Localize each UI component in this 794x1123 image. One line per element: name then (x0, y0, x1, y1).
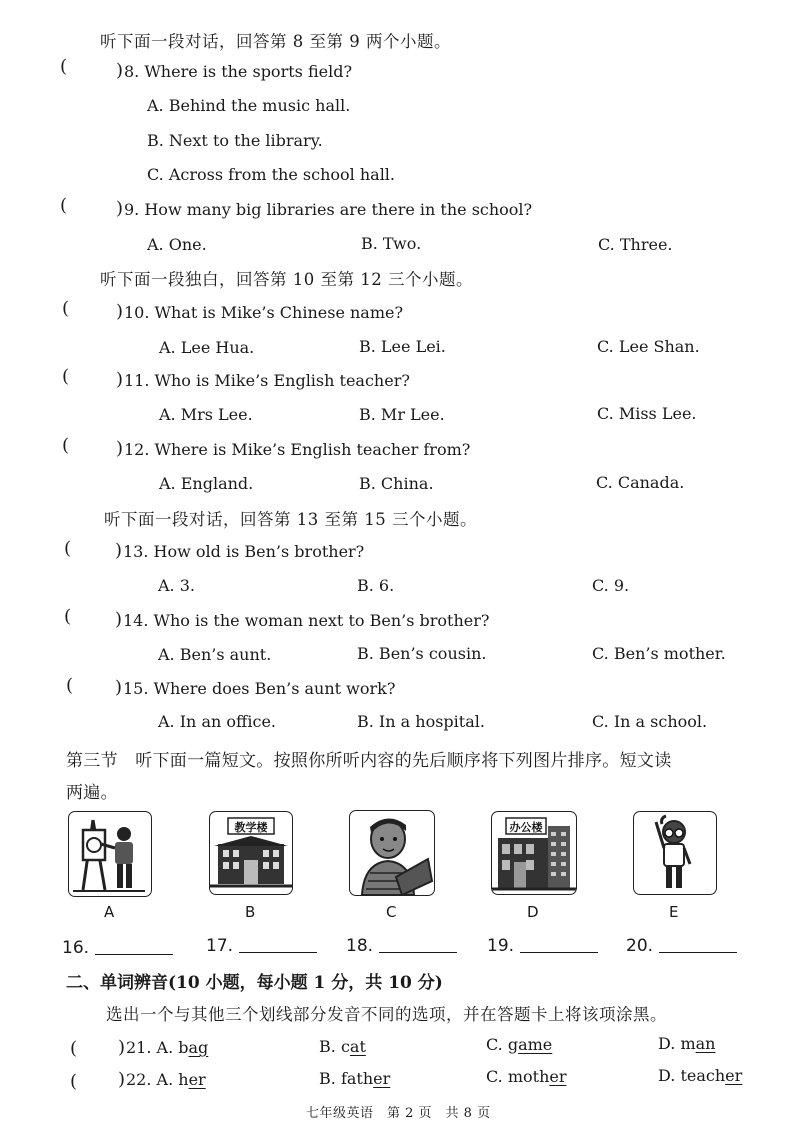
question-14-stem: 14. Who is the woman next to Ben’s brother? (123, 611, 490, 630)
question-15-option-a: A. In an office. (158, 712, 276, 731)
question-15-option-b: B. In a hospital. (357, 712, 485, 731)
question-15-stem: 15. Where does Ben’s aunt work? (123, 679, 396, 698)
answer-paren-open: ( (64, 538, 72, 559)
picture-a-painting (68, 811, 152, 897)
answer-paren-open: ( (66, 675, 74, 696)
blank-line (95, 954, 173, 955)
underlined-part: ame (518, 1035, 553, 1054)
blank-line (239, 952, 317, 953)
page-footer: 七年级英语 第 2 页 共 8 页 (306, 1106, 491, 1121)
underlined-part: er (188, 1070, 206, 1089)
question-9-stem: 9. How many big libraries are there in the school? (124, 200, 533, 219)
blank-number: 19. (487, 936, 515, 956)
section-3-instruction-line2: 两遍。 (66, 783, 118, 803)
question-10-option-c: C. Lee Shan. (597, 337, 700, 356)
answer-paren-open: ( (64, 606, 72, 627)
underlined-part: er (725, 1066, 743, 1085)
underlined-part: er (549, 1067, 567, 1086)
answer-paren-close: ) (118, 1069, 126, 1090)
underlined-part: er (373, 1069, 391, 1088)
question-12-stem: 12. Where is Mike’s English teacher from? (124, 440, 471, 459)
picture-d-label: D (527, 903, 539, 921)
answer-paren-open: ( (60, 195, 68, 216)
picture-e-label: E (669, 903, 679, 921)
question-8-option-a: A. Behind the music hall. (147, 96, 351, 115)
word-part: b (178, 1038, 189, 1057)
boy-glasses-icon (634, 812, 716, 894)
instruction-dialogue-13-15: 听下面一段对话，回答第 13 至第 15 三个小题。 (104, 510, 477, 529)
question-13-option-a: A. 3. (158, 576, 195, 595)
blank-number: 16. (62, 938, 90, 958)
answer-paren-close: ) (116, 198, 124, 219)
question-14-option-b: B. Ben’s cousin. (357, 644, 487, 663)
question-9-option-c: C. Three. (598, 235, 673, 254)
answer-paren-close: ) (115, 540, 123, 561)
answer-blank-19[interactable] (487, 936, 598, 956)
answer-paren-open: ( (70, 1071, 78, 1092)
answer-paren-close: ) (118, 1037, 126, 1058)
answer-paren-close: ) (116, 60, 124, 81)
answer-paren-close: ) (116, 301, 124, 322)
word-part: c (340, 1037, 350, 1056)
blank-number: 18. (346, 936, 374, 956)
picture-c-label: C (386, 903, 397, 921)
word-part: moth (507, 1067, 550, 1086)
question-8-option-b: B. Next to the library. (147, 131, 323, 150)
teaching-building-icon (210, 812, 292, 894)
blank-line (379, 952, 457, 953)
instruction-monologue-10-12: 听下面一段独白，回答第 10 至第 12 三个小题。 (100, 270, 473, 289)
picture-d-office-building (491, 811, 577, 895)
blank-number: 20. (626, 936, 654, 956)
question-22-option-c (486, 1067, 567, 1086)
question-12-option-b: B. China. (359, 474, 434, 493)
answer-blank-17[interactable] (206, 936, 317, 956)
word-part: h (178, 1070, 189, 1089)
answer-paren-close: ) (116, 438, 124, 459)
office-building-icon (492, 812, 576, 894)
answer-blank-16[interactable] (62, 938, 173, 958)
question-21-number: 21. A. (126, 1038, 179, 1057)
question-22-number: 22. A. (126, 1070, 179, 1089)
question-21-option-b (319, 1037, 366, 1056)
blank-line (520, 952, 598, 953)
answer-paren-open: ( (62, 298, 70, 319)
question-13-option-c: C. 9. (592, 576, 630, 595)
underlined-part: an (695, 1034, 716, 1053)
part-2-instruction: 选出一个与其他三个划线部分发音不同的选项，并在答题卡上将该项涂黑。 (106, 1005, 667, 1024)
option-label: B. (319, 1037, 341, 1056)
part-2-title: 二、单词辨音(10 小题，每小题 1 分，共 10 分) (66, 973, 443, 993)
answer-paren-open: ( (62, 435, 70, 456)
answer-paren-open: ( (70, 1038, 78, 1059)
word-part: m (680, 1034, 696, 1053)
question-8-option-c: C. Across from the school hall. (147, 165, 396, 184)
answer-paren-close: ) (115, 609, 123, 630)
question-13-stem: 13. How old is Ben’s brother? (123, 542, 365, 561)
teaching-building-sign: 教学楼 (234, 821, 268, 834)
answer-paren-open: ( (60, 56, 68, 77)
question-8-stem: 8. Where is the sports field? (124, 62, 353, 81)
question-11-option-c: C. Miss Lee. (597, 404, 697, 423)
question-22 (126, 1070, 206, 1089)
reading-boy-icon (350, 811, 434, 895)
question-10-option-b: B. Lee Lei. (359, 337, 446, 356)
picture-c-reading (349, 810, 435, 896)
answer-paren-close: ) (116, 369, 124, 390)
instruction-dialogue-8-9: 听下面一段对话，回答第 8 至第 9 两个小题。 (100, 32, 451, 51)
question-10-option-a: A. Lee Hua. (159, 338, 255, 357)
question-22-option-d (658, 1066, 742, 1085)
answer-blank-20[interactable] (626, 936, 737, 956)
answer-paren-open: ( (62, 366, 70, 387)
question-21-option-d (658, 1034, 715, 1053)
question-14-option-a: A. Ben’s aunt. (158, 645, 272, 664)
question-22-option-b (319, 1069, 390, 1088)
option-label: B. (319, 1069, 341, 1088)
question-11-stem: 11. Who is Mike’s English teacher? (124, 371, 410, 390)
option-label: D. (658, 1034, 681, 1053)
painting-easel-icon (69, 812, 151, 896)
question-14-option-c: C. Ben’s mother. (592, 644, 726, 663)
picture-b-label: B (245, 903, 256, 921)
word-part: g (507, 1035, 519, 1054)
question-13-option-b: B. 6. (357, 576, 395, 595)
picture-a-label: A (104, 903, 115, 921)
office-building-sign: 办公楼 (509, 821, 543, 834)
word-part: fath (340, 1069, 374, 1088)
picture-e-boy-glasses (633, 811, 717, 895)
option-label: C. (486, 1067, 508, 1086)
option-label: C. (486, 1035, 508, 1054)
answer-blank-18[interactable] (346, 936, 457, 956)
question-9-option-b: B. Two. (361, 234, 422, 253)
question-12-option-c: C. Canada. (596, 473, 685, 492)
question-15-option-c: C. In a school. (592, 712, 708, 731)
blank-number: 17. (206, 936, 234, 956)
question-12-option-a: A. England. (159, 474, 254, 493)
question-11-option-b: B. Mr Lee. (359, 405, 445, 424)
answer-paren-close: ) (115, 677, 123, 698)
question-9-option-a: A. One. (147, 235, 207, 254)
underlined-part: ag (188, 1038, 209, 1057)
question-11-option-a: A. Mrs Lee. (159, 405, 253, 424)
word-part: teach (680, 1066, 726, 1085)
blank-line (659, 952, 737, 953)
question-10-stem: 10. What is Mike’s Chinese name? (124, 303, 404, 322)
question-21-option-c (486, 1035, 552, 1054)
option-label: D. (658, 1066, 681, 1085)
question-21 (126, 1038, 208, 1057)
underlined-part: at (349, 1037, 366, 1056)
picture-b-teaching-building (209, 811, 293, 895)
section-3-instruction-line1: 第三节 听下面一篇短文。按照你所听内容的先后顺序将下列图片排序。短文读 (66, 751, 672, 771)
